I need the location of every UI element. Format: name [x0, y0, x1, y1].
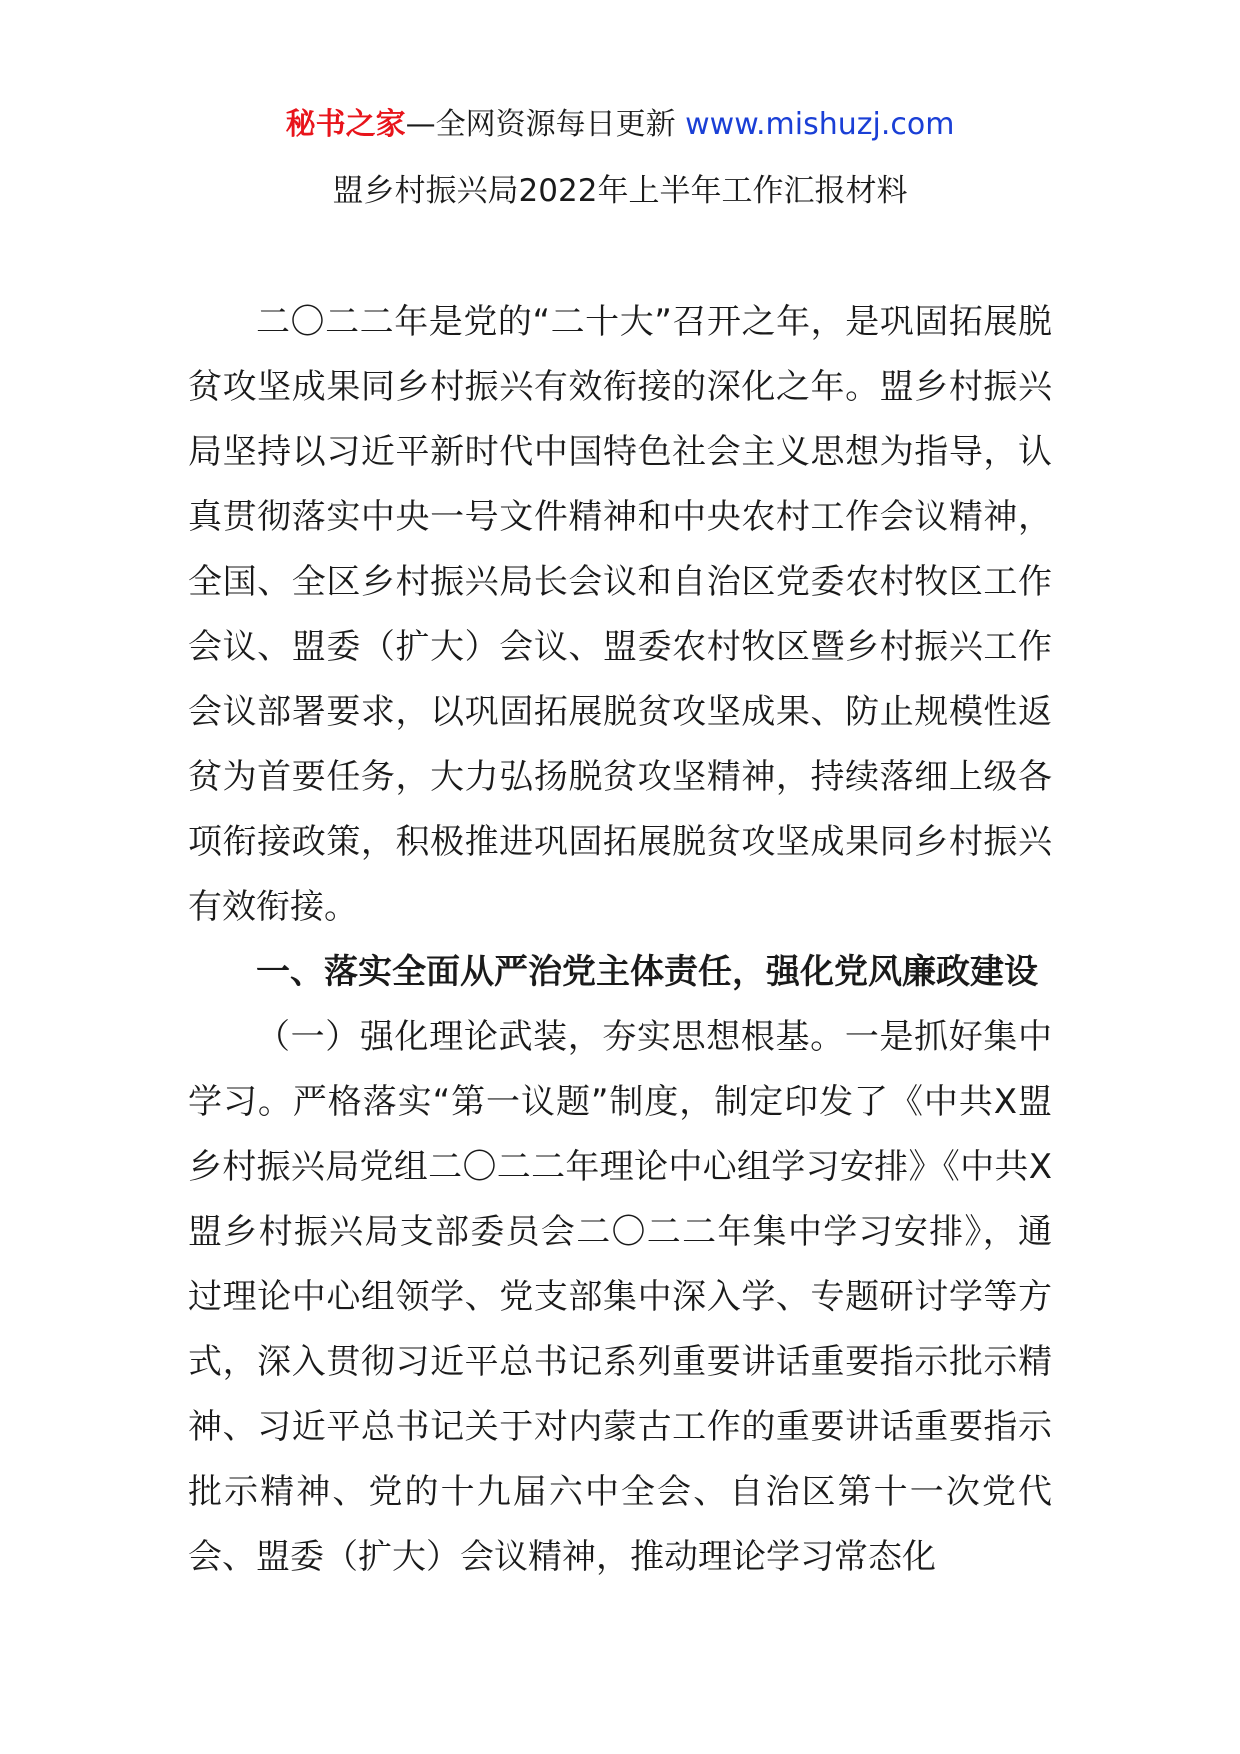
subsection-paragraph: （一）强化理论武装，夯实思想根基。一是抓好集中学习。严格落实“第一议题”制度，制定印发了《中共X盟乡村振兴局党组二〇二二年理论中心组学习安排》《中共X盟乡村振兴局支部委员会二〇二二年集中学习安排》，通过理论中心组领学、党支部集中深入学、专题研讨学等方式，深入贯彻习近平总书记系列重要讲话重要指示批示精神、习近平总书记关于对内蒙古工作的重要讲话重要指示批示精神、党的十九届六中全会、自治区第十一次党代会、盟委（扩大）会议精神，推动理论学习常态化: [188, 1017, 1052, 1577]
intro-paragraph: 二〇二二年是党的“二十大”召开之年，是巩固拓展脱贫攻坚成果同乡村振兴有效衔接的深化之年。盟乡村振兴局坚持以习近平新时代中国特色社会主义思想为指导，认真贯彻落实中央一号文件精神和中央农村工作会议精神，全国、全区乡村振兴局长会议和自治区党委农村牧区工作会议、盟委（扩大）会议、盟委农村牧区暨乡村振兴工作会议部署要求，以巩固拓展脱贫攻坚成果、防止规模性返贫为首要任务，大力弘扬脱贫攻坚精神，持续落细上级各项衔接政策，积极推进巩固拓展脱贫攻坚成果同乡村振兴有效衔接。: [188, 302, 1052, 927]
document-body: [188, 290, 1052, 1590]
site-header: [0, 103, 1240, 147]
site-name: 秘书之家: [285, 107, 406, 142]
document-title: 盟乡村振兴局2022年上半年工作汇报材料: [332, 173, 908, 209]
site-slogan: —全网资源每日更新: [405, 107, 676, 142]
site-url-link[interactable]: www.mishuzj.com: [685, 107, 955, 142]
section-heading: 一、落实全面从严治党主体责任，强化党风廉政建设: [256, 952, 1038, 992]
